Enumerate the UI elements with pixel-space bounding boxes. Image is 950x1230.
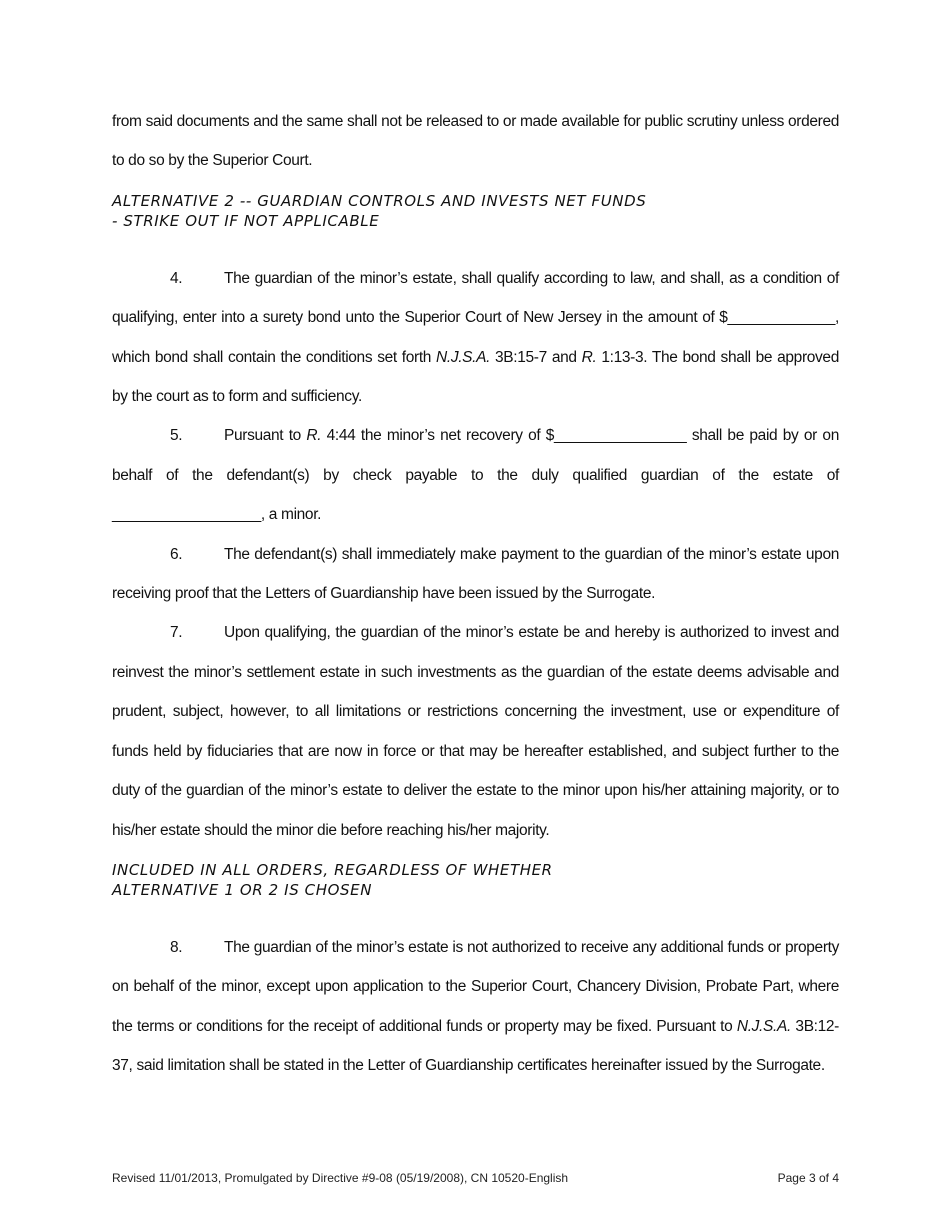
citation: N.J.S.A. [736, 1017, 791, 1035]
paragraph-number: 6. [170, 545, 183, 563]
heading-line-1: INCLUDED IN ALL ORDERS, REGARDLESS OF WHETHER [112, 860, 553, 879]
paragraph-7 [112, 613, 839, 849]
citation: R. [306, 427, 322, 445]
paragraph-number: 4. [170, 269, 183, 287]
paragraph-number: 7. [170, 624, 183, 642]
paragraph-text: The guardian of the minor’s estate, shall qualify according to law, and shall, as a condition of qualifying, enter into a surety bond unto the Superior Court of New Jersey in the amount of $_____________, which bond shall contain the conditions set forth [112, 269, 839, 366]
paragraph-number: 8. [170, 938, 183, 956]
paragraph-number: 5. [170, 427, 183, 445]
paragraph-6 [112, 535, 839, 614]
paragraph-text: Pursuant to [224, 427, 307, 445]
paragraph-text: 3B:15-7 and [490, 348, 582, 366]
paragraph-text: Upon qualifying, the guardian of the minor’s estate be and hereby is authorized to invest and reinvest the minor’s settlement estate in such investments as the guardian of the estate deems advisable and prudent, subject, however, to all limitations or restrictions concerning the investment, use or expenditure of funds held by fiduciaries that are now in force or that may be hereafter established, and subject further to the duty of the guardian of the minor’s estate to deliver the estate to the minor upon his/her attaining majority, or to his/her estate should the minor die before reaching his/her majority. [112, 624, 839, 839]
paragraph-4 [112, 259, 839, 417]
alternative-2-heading [112, 181, 839, 259]
heading-line-2: ALTERNATIVE 1 OR 2 IS CHOSEN [112, 880, 373, 899]
document-body [112, 102, 839, 1086]
paragraph-text: 1:13-3. The bond shall be approved by the court as to form and sufficiency. [112, 348, 839, 406]
continuation-paragraph: from said documents and the same shall not be released to or made available for public scrutiny unless ordered to do so by the Superior Court. [112, 113, 839, 170]
citation: R. [581, 348, 597, 366]
revision-note: Revised 11/01/2013, Promulgated by Directive #9-08 (05/19/2008), CN 10520-English [112, 1171, 569, 1185]
paragraph-5 [112, 416, 839, 534]
paragraph-text: The guardian of the minor’s estate is not authorized to receive any additional funds or property on behalf of the minor, except upon application to the Superior Court, Chancery Division, Probate Part, where the terms or conditions for the receipt of additional funds or property may be fixed. Pursuant to [112, 938, 839, 1035]
paragraph-text: 4:44 the minor’s net recovery of $________________ shall be paid by or on behalf of the defendant(s) by check payable to the duly qualified guardian of the estate of __________________, a minor. [112, 427, 839, 524]
page-number: Page 3 of 4 [777, 1171, 839, 1185]
paragraph-8 [112, 928, 839, 1086]
heading-line-2: - STRIKE OUT IF NOT APPLICABLE [112, 211, 380, 230]
all-orders-heading [112, 850, 839, 928]
heading-line-1: ALTERNATIVE 2 -- GUARDIAN CONTROLS AND INVESTS NET FUNDS [112, 191, 647, 210]
paragraph-text: The defendant(s) shall immediately make payment to the guardian of the minor’s estate upon receiving proof that the Letters of Guardianship have been issued by the Surrogate. [112, 545, 839, 603]
paragraph-text: 3B:12-37, said limitation shall be stated in the Letter of Guardianship certificates hereinafter issued by the Surrogate. [112, 1017, 839, 1075]
citation: N.J.S.A. [436, 348, 491, 366]
